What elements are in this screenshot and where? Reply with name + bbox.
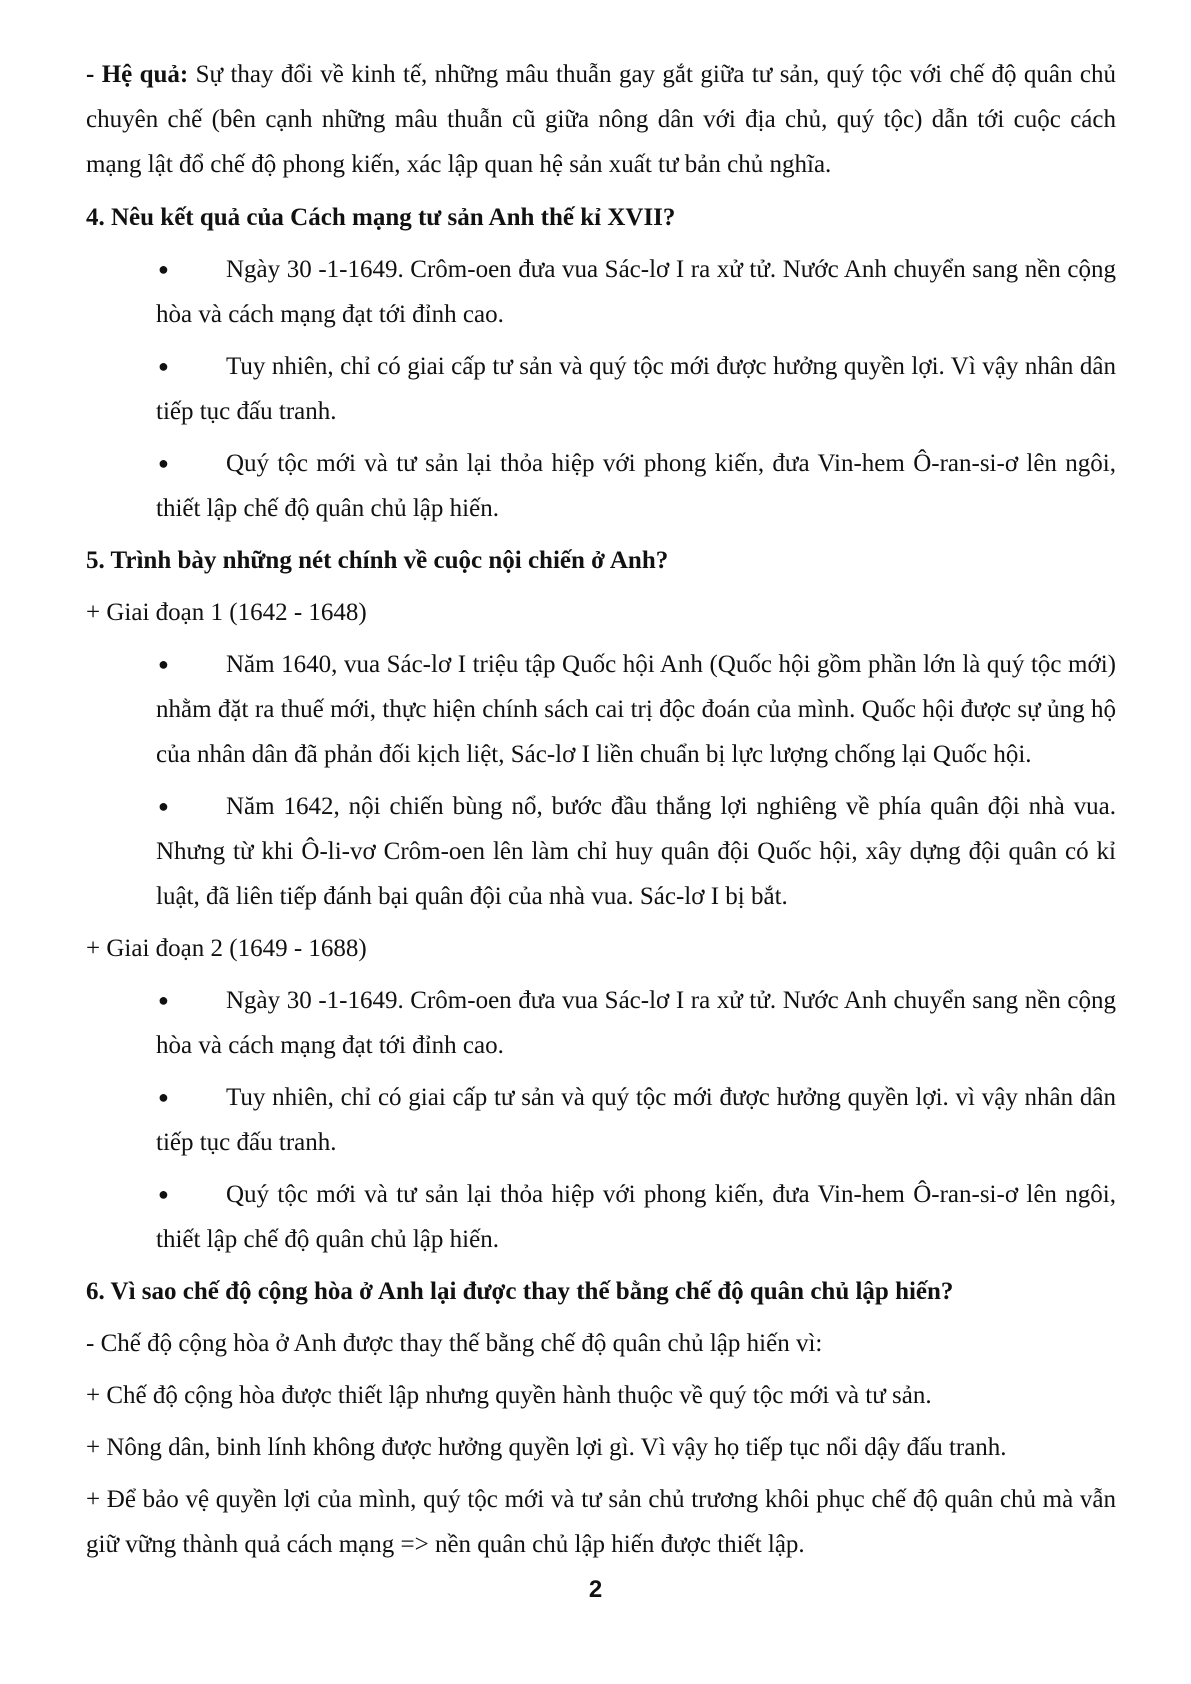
bullet-icon: ●	[158, 1184, 169, 1204]
list-item: ● Ngày 30 -1-1649. Crôm-oen đưa vua Sác-lơ I ra xử tử. Nước Anh chuyển sang nền cộng hòa và cách mạng đạt tới đỉnh cao.	[156, 247, 1116, 337]
stage-2-label: + Giai đoạn 2 (1649 - 1688)	[86, 935, 367, 962]
answer-line: + Chế độ cộng hòa được thiết lập nhưng quyền hành thuộc về quý tộc mới và tư sản.	[86, 1382, 932, 1409]
answer-line: + Nông dân, binh lính không được hưởng quyền lợi gì. Vì vậy họ tiếp tục nổi dậy đấu tranh.	[86, 1434, 1007, 1461]
consequence-text: Sự thay đổi về kinh tế, những mâu thuẫn gay gắt giữa tư sản, quý tộc với chế độ quân chủ chuyên chế (bên cạnh những mâu thuẫn cũ giữa nông dân với địa chủ, quý tộc) dẫn tới cuộc cách mạng lật đổ chế độ phong kiến, xác lập quan hệ sản xuất tư bản chủ nghĩa.	[86, 61, 1117, 178]
question-4-heading: 4. Nêu kết quả của Cách mạng tư sản Anh thế kỉ XVII?	[86, 204, 676, 231]
consequence-label: - Hệ quả:	[86, 61, 189, 88]
list-item: ● Quý tộc mới và tư sản lại thỏa hiệp với phong kiến, đưa Vin-hem Ô-ran-si-ơ lên ngôi, thiết lập chế độ quân chủ lập hiến.	[156, 441, 1116, 531]
list-item: ● Ngày 30 -1-1649. Crôm-oen đưa vua Sác-lơ I ra xử tử. Nước Anh chuyển sang nền cộng hòa và cách mạng đạt tới đỉnh cao.	[156, 978, 1116, 1068]
list-item: ● Tuy nhiên, chỉ có giai cấp tư sản và quý tộc mới được hưởng quyền lợi. Vì vậy nhân dân tiếp tục đấu tranh.	[156, 344, 1116, 434]
answer-line: - Chế độ cộng hòa ở Anh được thay thế bằng chế độ quân chủ lập hiến vì:	[86, 1330, 823, 1357]
page-number: 2	[588, 1576, 603, 1603]
bullet-icon: ●	[158, 453, 169, 473]
answer-line: + Để bảo vệ quyền lợi của mình, quý tộc mới và tư sản chủ trương khôi phục chế độ quân chủ mà vẫn giữ vững thành quả cách mạng => nền quân chủ lập hiến được thiết lập.	[86, 1486, 1116, 1558]
bullet-icon: ●	[158, 1087, 169, 1107]
question-5-heading: 5. Trình bày những nét chính về cuộc nội chiến ở Anh?	[86, 547, 669, 574]
list-item: ● Quý tộc mới và tư sản lại thỏa hiệp với phong kiến, đưa Vin-hem Ô-ran-si-ơ lên ngôi, thiết lập chế độ quân chủ lập hiến.	[156, 1172, 1116, 1262]
question-6-heading: 6. Vì sao chế độ cộng hòa ở Anh lại được thay thế bằng chế độ quân chủ lập hiến?	[86, 1278, 954, 1305]
stage-1-label: + Giai đoạn 1 (1642 - 1648)	[86, 599, 367, 626]
bullet-icon: ●	[158, 654, 169, 674]
bullet-icon: ●	[158, 259, 169, 279]
page-content	[86, 52, 1116, 1575]
consequence-paragraph	[86, 52, 1116, 187]
bullet-icon: ●	[158, 356, 169, 376]
list-item: ● Tuy nhiên, chỉ có giai cấp tư sản và quý tộc mới được hưởng quyền lợi. vì vậy nhân dân tiếp tục đấu tranh.	[156, 1075, 1116, 1165]
bullet-icon: ●	[158, 990, 169, 1010]
bullet-icon: ●	[158, 796, 169, 816]
list-item: ● Năm 1642, nội chiến bùng nổ, bước đầu thắng lợi nghiêng về phía quân đội nhà vua. Nhưng từ khi Ô-li-vơ Crôm-oen lên làm chỉ huy quân đội Quốc hội, xây dựng đội quân có kỉ luật, đã liên tiếp đánh bại quân đội của nhà vua. Sác-lơ I bị bắt.	[156, 784, 1116, 919]
list-item: ● Năm 1640, vua Sác-lơ I triệu tập Quốc hội Anh (Quốc hội gồm phần lớn là quý tộc mới) nhằm đặt ra thuế mới, thực hiện chính sách cai trị độc đoán của mình. Quốc hội được sự ủng hộ của nhân dân đã phản đối kịch liệt, Sác-lơ I liền chuẩn bị lực lượng chống lại Quốc hội.	[156, 642, 1116, 777]
